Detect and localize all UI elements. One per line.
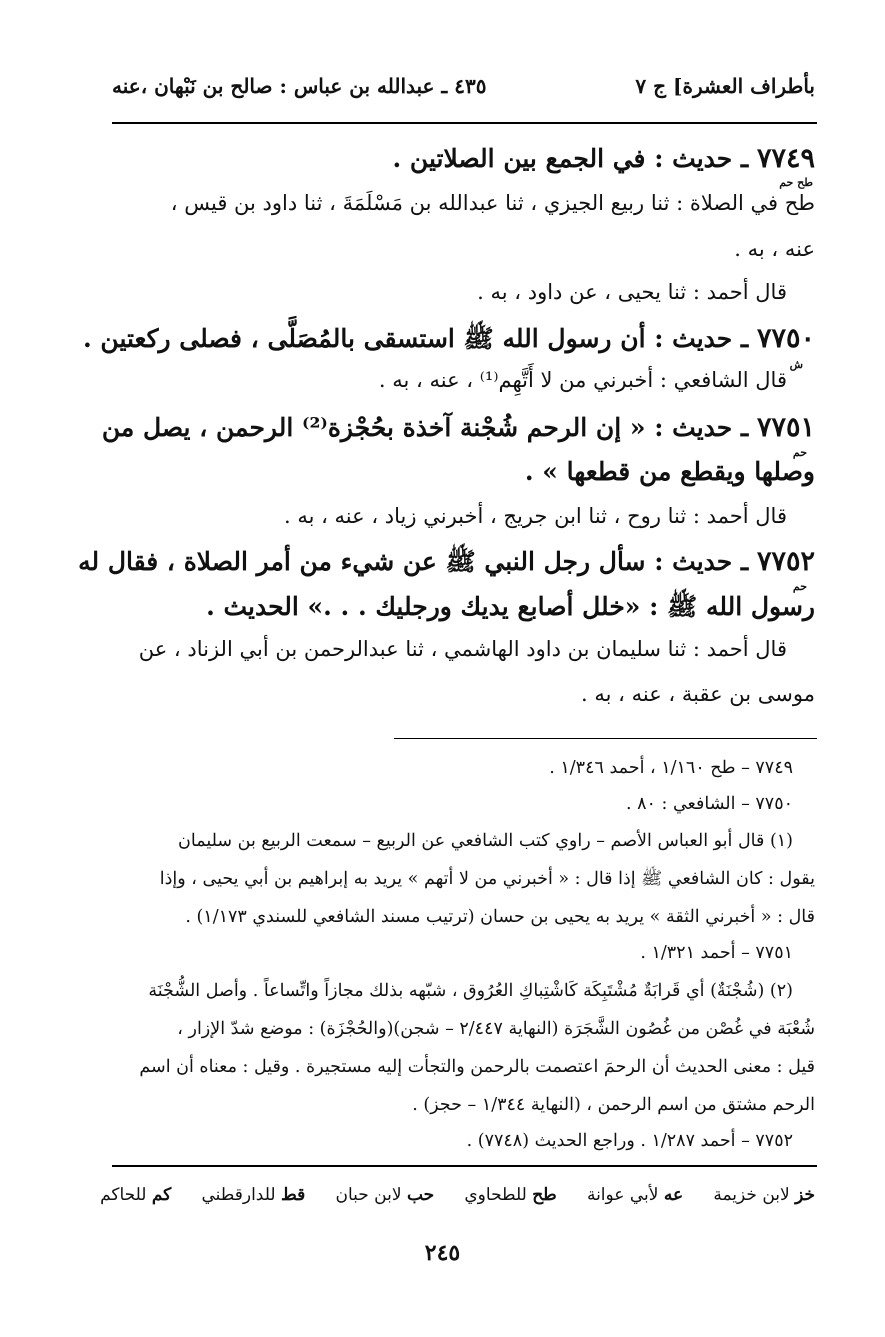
footnote-line: يقول : كان الشافعي ﷺ إذا قال : « أخبرني من لا أتهم » يريد به إبراهيم بن أبي يحيى ، وإذا bbox=[159, 869, 815, 889]
hadith-7752-title bbox=[78, 546, 815, 578]
hadith-7751-title bbox=[102, 412, 815, 444]
footnote-line: ٧٧٥١ – أحمد ١/٣٢١ . bbox=[640, 943, 793, 963]
hadith-number: ٧٧٥٢ bbox=[756, 546, 815, 577]
legend-item: قط للدارقطني bbox=[201, 1185, 306, 1205]
hadith-text-line: قال أحمد : ثنا يحيى ، عن داود ، به . bbox=[477, 280, 787, 304]
footnote-line: قال : « أخبرني الثقة » يريد به يحيى بن حسان (ترتيب مسند الشافعي للسندي ١/١٧٣) . bbox=[185, 907, 815, 927]
hadith-number: ٧٧٥١ bbox=[756, 412, 815, 443]
footnote-line: قيل : معنى الحديث أن الرحمَ اعتصمت بالرحمن والتجأت إليه مستجيرة . وقيل : معناه أن اسم bbox=[139, 1057, 815, 1077]
legend-item: عه لأبي عوانة bbox=[586, 1185, 684, 1205]
legend-item: طح للطحاوي bbox=[464, 1185, 557, 1205]
legend-item: كم للحاكم bbox=[100, 1185, 172, 1205]
footnote-line: ٧٧٤٩ – طح ١/١٦٠ ، أحمد ١/٣٤٦ . bbox=[549, 758, 793, 778]
legend-item: خز لابن خزيمة bbox=[713, 1185, 815, 1205]
footnote-line: ٧٧٥٠ – الشافعي : ٨٠ . bbox=[626, 794, 793, 814]
footnote-line: الرحم مشتق من اسم الرحمن ، (النهاية ١/٣٤٤ – حجز) . bbox=[412, 1095, 815, 1115]
page-number: ٢٤٥ bbox=[424, 1240, 461, 1266]
footnote-line: ٧٧٥٢ – أحمد ١/٢٨٧ . وراجع الحديث (٧٧٤٨) . bbox=[466, 1131, 793, 1151]
hadith-title-text: ـ حديث : سأل رجل النبي ﷺ عن شيء من أمر الصلاة ، فقال له bbox=[78, 547, 749, 576]
legend-rule bbox=[112, 1165, 817, 1167]
hadith-text-line: طح في الصلاة : ثنا ربيع الجيزي ، ثنا عبدالله بن مَسْلَمَةَ ، ثنا داود بن قيس ، bbox=[170, 191, 815, 215]
hadith-text-line: قال أحمد : ثنا روح ، ثنا ابن جريج ، أخبرني زياد ، عنه ، به . bbox=[283, 504, 787, 528]
hadith-number: ٧٧٤٩ bbox=[756, 143, 815, 174]
hadith-source-codes: حم bbox=[792, 446, 807, 459]
hadith-title-text: ـ حديث : أن رسول الله ﷺ استسقى بالمُصَلَّى ، فصلى ركعتين . bbox=[83, 324, 749, 353]
abbreviation-legend bbox=[100, 1185, 815, 1205]
footnote-line: شُعْبَة في غُصْن من غُصُون الشَّجَرَة (النهاية ٢/٤٤٧ – شجن)(والحُجْزَة) : موضع شدّ الإزار ، bbox=[177, 1019, 815, 1039]
hadith-text-line: عنه ، به . bbox=[734, 237, 815, 261]
hadith-text-line: موسى بن عقبة ، عنه ، به . bbox=[581, 682, 815, 706]
hadith-title-continuation: رسول الله ﷺ : «خلل أصابع يديك ورجليك . . .» الحديث . bbox=[206, 592, 815, 621]
footnote-line: (١) قال أبو العباس الأصم – راوي كتب الشافعي عن الربيع – سمعت الربيع بن سليمان bbox=[178, 831, 793, 851]
hadith-source-codes: طح حم bbox=[779, 176, 813, 189]
hadith-source-codes: ش bbox=[789, 358, 803, 371]
running-header-left: ٤٣٥ ـ عبدالله بن عباس : صالح بن نَبْهان ،عنه bbox=[112, 74, 487, 98]
hadith-7750-title bbox=[83, 323, 815, 355]
hadith-text-line: قال أحمد : ثنا سليمان بن داود الهاشمي ، ثنا عبدالرحمن بن أبي الزناد ، عن bbox=[138, 637, 787, 661]
running-header-right: بأطراف العشرة] ج ٧ bbox=[635, 74, 815, 98]
footnote-line: (٢) (شُجْنَةٌ) أي قَرابَةٌ مُشْتَبِكَة كَاشْتِباكِ العُرُوق ، شبّهه بذلك مجازاً واتِّساعاً . وأصل الشُّجْنَة bbox=[148, 981, 793, 1001]
legend-item: حب لابن حبان bbox=[335, 1185, 435, 1205]
footnote-separator bbox=[394, 738, 817, 739]
hadith-7749-title bbox=[393, 143, 815, 175]
hadith-title-text: ـ حديث : « إن الرحم شُجْنة آخذة بحُجْزة⁽²⁾ الرحمن ، يصل من bbox=[101, 413, 749, 442]
hadith-title-text: ـ حديث : في الجمع بين الصلاتين . bbox=[392, 144, 749, 173]
hadith-title-continuation: وصلها ويقطع من قطعها » . bbox=[524, 457, 815, 486]
hadith-number: ٧٧٥٠ bbox=[756, 323, 815, 354]
header-rule bbox=[112, 122, 817, 124]
hadith-text-line: قال الشافعي : أخبرني من لا أَتَّهِم⁽¹⁾ ، عنه ، به . bbox=[378, 368, 787, 392]
hadith-source-codes: حم bbox=[792, 580, 807, 593]
